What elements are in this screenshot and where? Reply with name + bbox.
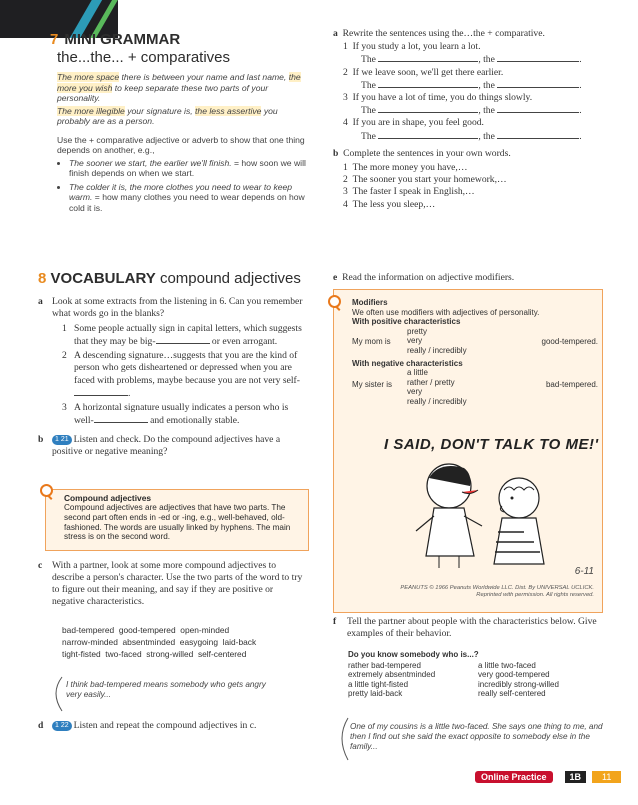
speech-bubble-f: One of my cousins is a little two-faced. She says one thing to me, and then I find out she said the exact opposite to somebody else in the family... <box>350 722 603 751</box>
exercise-a-item: 1 If you study a lot, you learn a lot. <box>343 41 481 53</box>
vocabulary-heading: 8 VOCABULARY compound adjectives <box>38 270 301 287</box>
answer-line[interactable]: The , the . <box>361 105 582 117</box>
adj-row: narrow-minded absentminded easygoing laid-back <box>62 637 257 647</box>
example-2: The more illegible your signature is, the less assertive you probably are as a person. <box>57 105 278 126</box>
exercise-a-item: 3 If you have a lot of time, you do things slowly. <box>343 92 533 104</box>
cartoon-credit: PEANUTS © 1966 Peanuts Worldwide LLC. Dist. By UNIVERSAL UCLICK. Reprinted with permission. All rights reserved. <box>400 585 594 598</box>
search-icon <box>40 484 53 497</box>
exercise-e: e Read the information on adjective modifiers. <box>333 272 515 283</box>
mini-grammar-subtitle: the...the... + comparatives <box>57 49 231 66</box>
example-1: The more space there is between your name and last name, the more you wish to keep separate these two parts of your personality. <box>57 72 301 103</box>
vocab-item: 1 Some people actually sign in capital letters, which suggests that they may be big- or even arrogant. <box>62 323 302 348</box>
speech-bubble-c: I think bad-tempered means somebody who gets angry very easily... <box>66 680 266 699</box>
cartoon-caption: I SAID, DON'T TALK TO ME!' <box>384 436 599 453</box>
mini-grammar-body <box>57 72 307 216</box>
vocab-d: d 1 22 Listen and repeat the compound adjectives in c. <box>38 720 257 731</box>
adjective-list <box>62 624 302 660</box>
audio-track-badge[interactable]: 1 22 <box>52 721 72 731</box>
exercise-b-item: 1 The more money you have,… <box>343 162 468 174</box>
exercise-b-item: 2 The sooner you start your homework,… <box>343 174 507 186</box>
speech-bubble-tail <box>48 675 68 715</box>
vocab-item: 2 A descending signature…suggests that you are the kind of person who gets disheartened or depressed when you are faced with problems, maybe because you are not very self-. <box>62 350 300 399</box>
modifiers-box: Modifiers We often use modifiers with adjectives of personality. With positive characteristics My mom is pretty very really / incredibly good-tempered. With negative characteristics My sister is a little rather / pretty very really / incredibly bad-tempered. I SAID, DON'T TALK TO ME!' 6-11 PEANUTS © 1966 Peanuts Worldwide LLC. Dist. By UNIVERSAL UCLICK. Reprinted with permission. All rights reserved. <box>333 289 603 613</box>
section-number: 7 <box>50 31 59 48</box>
exercise-a: a Rewrite the sentences using the…the + comparative. 1 If you study a lot, you learn a lot. The , the . 2 If we leave soon, we'll get there earlier. The , the . 3 If you have a lot of time, you do things slowly. The , the . 4 If you are in shape, you feel good. The , the . b Complete the sentences in your own words. 1 The more money you have,… 2 The sooner you start your homework,… 3 The faster I speak in English,… 4 The less you sleep,… <box>333 28 623 211</box>
exercise-a-item: 4 If you are in shape, you feel good. <box>343 117 484 129</box>
answer-line[interactable]: The , the . <box>361 130 582 142</box>
vocab-a: a Look at some extracts from the listening in 6. Can you remember what words go in the blanks? <box>38 296 303 320</box>
exercise-f: f Tell the partner about people with the characteristics below. Give examples of their behavior. <box>333 616 597 640</box>
peanuts-cartoon-image <box>394 456 564 576</box>
section-title: MINI GRAMMAR <box>64 31 181 48</box>
vocabulary-body <box>38 296 306 458</box>
answer-line[interactable]: The , the . <box>361 79 582 91</box>
footer-bar <box>475 770 621 784</box>
exercise-a-item: 2 If we leave soon, we'll get there earlier. <box>343 66 504 78</box>
exercise-b-item: 4 The less you sleep,… <box>343 198 436 210</box>
answer-line[interactable]: The , the . <box>361 54 582 66</box>
adj-row: tight-fisted two-faced strong-willed self-centered <box>62 649 247 659</box>
page-number: 11 <box>592 771 621 783</box>
exercise-b-item: 3 The faster I speak in English,… <box>343 186 475 198</box>
bullet-item: • The sooner we start, the earlier we'll finish. = how soon we will finish depends on when we start. <box>69 158 307 179</box>
grammar-rule: Use the + comparative adjective or adverb to show that one thing depends on another, e.g., <box>57 134 305 155</box>
compound-adjectives-tip: Compound adjectives Compound adjectives are adjectives that have two parts. The second part often ends in -ed or -ing, e.g., well-behaved, old-fashioned. The words are usually linked by hyphens. The main stress is on the second word. <box>45 489 309 551</box>
vocab-c: c With a partner, look at some more compound adjectives to describe a person's character. Use the two parts of the word to try to figure out their meaning, and say if they are positive or negative characteristics. <box>38 560 303 608</box>
vocab-b: b 1 21 Listen and check. Do the compound adjectives have a positive or negative meaning? <box>38 433 281 458</box>
audio-track-badge[interactable]: 1 21 <box>52 435 72 445</box>
characteristics-list: Do you know somebody who is...? rather bad-tempered extremely absentminded a little tight-fisted pretty laid-back a little two-faced very good-tempered incredibly strong-willed really self-centered <box>348 650 559 698</box>
vocab-item: 3 A horizontal signature usually indicates a person who is well- and emotionally stable. <box>62 401 289 426</box>
grammar-bullets <box>57 158 307 214</box>
exercise-b: b Complete the sentences in your own words. <box>333 147 511 159</box>
adj-row: bad-tempered good-tempered open-minded <box>62 625 230 635</box>
artist-signature: 6-11 <box>574 566 594 577</box>
bullet-item: • The colder it is, the more clothes you need to wear to keep warm. = how many clothes you need to wear depends on how cold it is. <box>69 182 307 214</box>
online-practice-button[interactable]: Online Practice <box>475 771 553 783</box>
lesson-badge: 1B <box>565 771 587 783</box>
mini-grammar-heading <box>50 31 180 48</box>
search-icon <box>328 295 341 308</box>
